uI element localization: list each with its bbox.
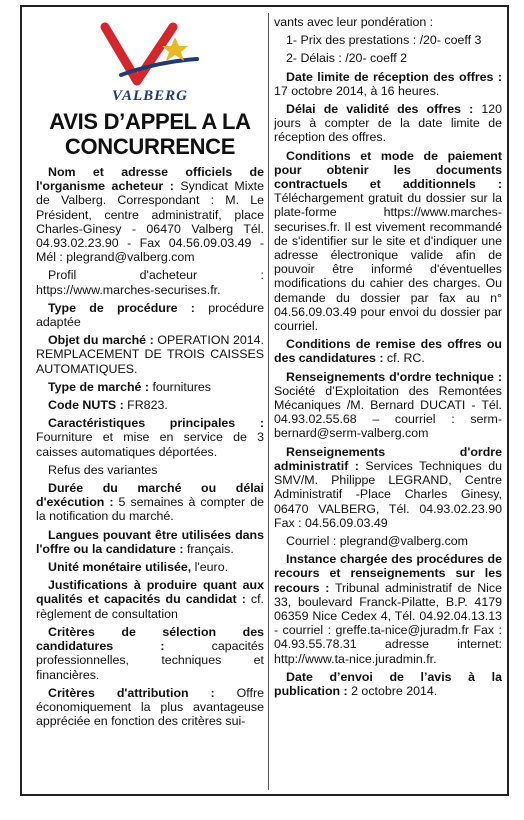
logo-red-stroke bbox=[105, 27, 173, 81]
refus-variantes: Refus des variantes bbox=[48, 462, 158, 477]
notice-frame bbox=[20, 5, 509, 796]
critere-delais: 2- Délais : /20- coeff 2 bbox=[286, 51, 407, 66]
criteres-selection: Critères de sélection des candidatures : capacités professionnelles, techniques et financières. bbox=[36, 624, 264, 682]
duree-marche: Durée du marché ou délai d'exécution : 5 semaines à compter de la notification du marché. bbox=[36, 481, 264, 524]
right-column bbox=[274, 15, 502, 702]
objet-marche: Objet du marché : OPERATION 2014. REMPLACEMENT DE TROIS CAISSES AUTOMATIQUES. bbox=[36, 333, 264, 376]
column-divider bbox=[268, 13, 269, 790]
left-column bbox=[36, 15, 264, 732]
renseignements-technique: Renseignements d'ordre technique : Société d’Exploitation des Remontées Mécaniques /M. Bernard DUCATI - Tél. 04.93.02.55.68 – courriel : serm-bernard@serm-valberg.com bbox=[274, 369, 502, 441]
courriel: Courriel : plegrand@valberg.com bbox=[286, 533, 468, 548]
date-limite: Date limite de réception des offres : 17 octobre 2014, à 16 heures. bbox=[274, 69, 502, 98]
organisme-acheteur: Nom et adresse officiels de l'organisme acheteur : Syndicat Mixte de Valberg. Correspondant : M. Le Président, centre administratif, place Charles-Ginesy - 06470 Valberg Tél. 04.93.02.23.90 - Fax 04.56.09.03.49 - Mél : plegrand@valberg.com bbox=[36, 165, 265, 265]
notice-title: AVIS D’APPEL A LA CONCURRENCE bbox=[49, 109, 251, 159]
delai-validite: Délai de validité des offres : 120 jours à compter de la date limite de réception des offres. bbox=[274, 102, 502, 145]
valberg-logo bbox=[85, 15, 215, 105]
caracteristiques: Caractéristiques principales : Fourniture et mise en service de 3 caisses automatiques déportées. bbox=[36, 416, 264, 459]
date-envoi: Date d’envoi de l’avis à la publication : 2 octobre 2014. bbox=[274, 669, 502, 698]
conditions-paiement: Conditions et mode de paiement pour obtenir les documents contractuels et additionnels : Téléchargement gratuit du dossier sur la plate-forme https://www.marches-securises.fr. Il est vivement recommandé de s'identifier sur le site et d'indiquer une adresse électronique valide afin de pouvoir être informé d'éventuelles modifications du cahier des charges. Ou demande du dossier par fax au n° 04.56.09.03.49 pour envoi du dossier par courriel. bbox=[274, 148, 502, 334]
type-marche: Type de marché : fournitures bbox=[48, 379, 211, 394]
unite-monetaire: Unité monétaire utilisée, l'euro. bbox=[48, 560, 229, 575]
type-procedure: Type de procédure : procédure adaptée bbox=[36, 300, 264, 330]
critere-prix: 1- Prix des prestations : /20- coeff 3 bbox=[286, 33, 482, 48]
logo-text: VALBERG bbox=[112, 88, 188, 104]
profil-acheteur: Profil d'acheteur : https://www.marches-securises.fr. bbox=[36, 268, 264, 297]
criteres-attribution: Critères d'attribution : Offre économiquement la plus avantageuse appréciée en fonction des critères sui- bbox=[36, 685, 264, 729]
renseignements-administratif: Renseignements d'ordre administratif : Services Techniques du SMV/M. Philippe LEGRAND, Centre Administratif -Place Charles Ginesy, 06470 VALBERG, Tél. 04.93.02.23.90 Fax : 04.56.09.03.49 bbox=[274, 444, 502, 530]
code-nuts: Code NUTS : FR823. bbox=[48, 398, 168, 413]
langues: Langues pouvant être utilisées dans l'offre ou la candidature : français. bbox=[36, 527, 264, 556]
instance-recours: Instance chargée des procédures de recours et renseignements sur les recours : Tribunal administratif de Nice 33, boulevard Franck-Pilatte, B.P. 4179 06359 Nice Cedex 4, Tél. 04.92.04.13.13 - courriel : greffe.ta-nice@juradm.fr Fax : 04.93.55.78.31 adresse internet: http://www.ta-nice.juradmin.fr. bbox=[274, 552, 502, 666]
ponderation-intro: vants avec leur pondération : bbox=[274, 15, 434, 29]
conditions-remise: Conditions de remise des offres ou des candidatures : cf. RC. bbox=[274, 337, 502, 366]
justifications: Justifications à produire quant aux qualités et capacités du candidat : cf. règlement de consultation bbox=[36, 578, 265, 621]
